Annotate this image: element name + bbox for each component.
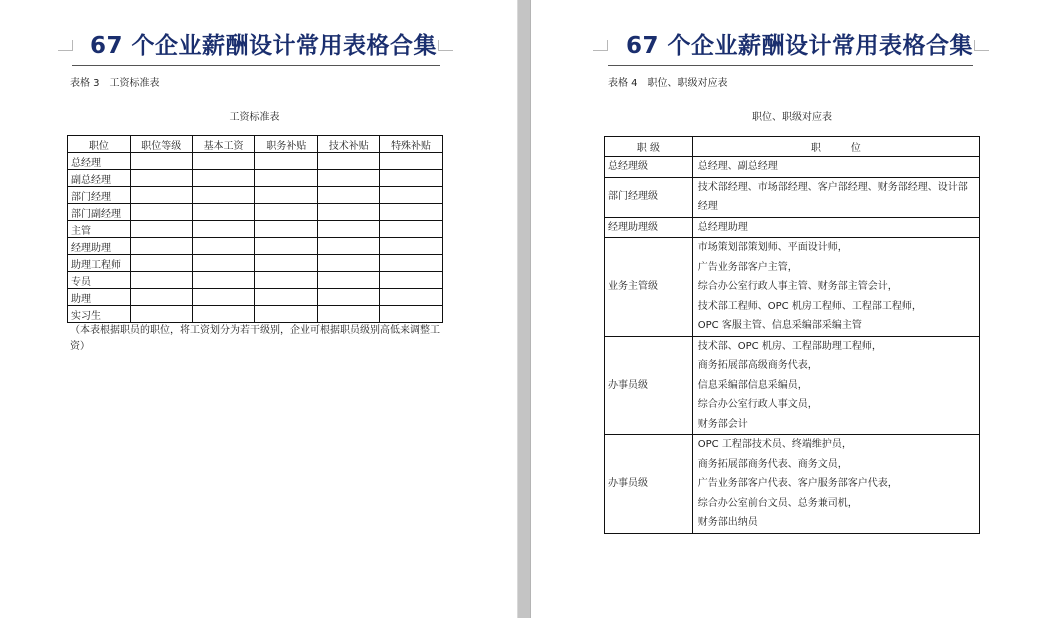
corner-mark-right <box>438 40 453 51</box>
table-cell <box>380 187 443 204</box>
table-cell <box>318 289 380 306</box>
position-cell: 实习生 <box>68 306 131 323</box>
column-header: 基本工资 <box>192 136 255 153</box>
salary-standard-table <box>67 135 443 323</box>
column-header: 职 级 <box>605 137 693 157</box>
table-cell <box>255 255 318 272</box>
table-cell <box>130 187 192 204</box>
table-row <box>68 221 443 238</box>
table-cell <box>380 170 443 187</box>
positions-cell <box>692 217 979 238</box>
position-cell: 总经理 <box>68 153 131 170</box>
table-row <box>68 238 443 255</box>
document-page-right <box>531 0 1040 618</box>
table-row <box>605 177 980 217</box>
position-line: OPC 工程部技术员、终端维护员， <box>697 439 852 450</box>
level-cell: 业务主管级 <box>605 238 693 337</box>
table-caption: 表格 3 工资标准表 <box>70 78 160 89</box>
table-row <box>68 255 443 272</box>
header-rule <box>608 65 973 66</box>
table-cell <box>255 238 318 255</box>
table-cell <box>255 272 318 289</box>
positions-cell <box>692 238 979 337</box>
position-line: 技术部工程师、OPC 机房工程师、工程部工程师， <box>697 300 922 312</box>
position-cell: 部门经理 <box>68 187 131 204</box>
table-row <box>605 238 980 337</box>
corner-mark-left <box>593 40 608 51</box>
table-cell <box>130 238 192 255</box>
table-note: （本表根据职员的职位，将工资划分为若干级别，企业可根据职员级别高低来调整工资） <box>70 325 440 352</box>
table-cell <box>380 153 443 170</box>
table-title: 工资标准表 <box>229 112 280 123</box>
table-header-row <box>605 137 980 157</box>
position-cell: 经理助理 <box>68 238 131 255</box>
table-cell <box>192 221 255 238</box>
table-cell <box>380 289 443 306</box>
document-page-left <box>0 0 519 618</box>
table-cell <box>380 204 443 221</box>
position-line: 总经理助理 <box>697 221 748 233</box>
position-line: 广告业务部客户主管， <box>697 261 798 273</box>
table-cell <box>192 238 255 255</box>
position-cell: 专员 <box>68 272 131 289</box>
table-cell <box>380 238 443 255</box>
table-cell <box>130 221 192 238</box>
table-cell <box>130 306 192 323</box>
corner-mark-right <box>974 40 989 51</box>
position-line: 技术部经理、市场部经理、客户部经理、财务部经理、设计部经理 <box>697 181 968 212</box>
table-cell <box>318 255 380 272</box>
position-line: 总经理、副总经理 <box>697 161 778 172</box>
column-header: 职位等级 <box>130 136 192 153</box>
table-cell <box>318 272 380 289</box>
table-cell <box>192 153 255 170</box>
table-cell <box>318 221 380 238</box>
table-cell <box>192 306 255 323</box>
table-cell <box>192 272 255 289</box>
table-cell <box>192 204 255 221</box>
positions-cell <box>692 157 979 178</box>
position-line: 技术部、OPC 机房、工程部助理工程师， <box>697 340 882 352</box>
table-cell <box>130 272 192 289</box>
table-cell <box>255 221 318 238</box>
table-cell <box>130 204 192 221</box>
position-cell: 助理工程师 <box>68 255 131 272</box>
table-cell <box>380 255 443 272</box>
table-row <box>68 289 443 306</box>
table-row <box>68 306 443 323</box>
table-cell <box>130 255 192 272</box>
positions-cell <box>692 336 979 435</box>
corner-mark-left <box>58 40 73 51</box>
table-cell <box>192 255 255 272</box>
position-line: 市场策划部策划师、平面设计师， <box>697 242 848 253</box>
column-header: 职务补贴 <box>255 136 318 153</box>
level-cell: 办事员级 <box>605 336 693 435</box>
table-header-row <box>68 136 443 153</box>
table-row <box>605 217 980 238</box>
page-title: 67 个企业薪酬设计常用表格合集 <box>90 33 438 59</box>
column-header: 职位 <box>68 136 131 153</box>
table-row <box>68 204 443 221</box>
position-cell: 主管 <box>68 221 131 238</box>
position-cell: 部门副经理 <box>68 204 131 221</box>
table-cell <box>318 170 380 187</box>
table-cell <box>255 170 318 187</box>
table-title: 职位、职级对应表 <box>752 112 832 123</box>
position-line: 广告业务部客户代表、客户服务部客户代表， <box>697 478 898 489</box>
position-line: 综合办公室行政人事文员， <box>697 399 818 410</box>
position-line: 商务拓展部高级商务代表， <box>697 360 818 371</box>
position-line: OPC 客服主管、信息采编部采编主管 <box>697 320 862 331</box>
page-title: 67 个企业薪酬设计常用表格合集 <box>626 33 974 59</box>
table-row <box>68 170 443 187</box>
table-cell <box>255 289 318 306</box>
table-row <box>605 435 980 534</box>
table-cell <box>380 272 443 289</box>
level-cell: 办事员级 <box>605 435 693 534</box>
page-gap-divider <box>517 0 531 618</box>
table-cell <box>318 204 380 221</box>
table-row <box>68 153 443 170</box>
position-line: 信息采编部信息采编员， <box>697 379 808 391</box>
positions-cell <box>692 177 979 217</box>
table-cell <box>130 153 192 170</box>
table-cell <box>380 306 443 323</box>
table-cell <box>255 153 318 170</box>
table-cell <box>255 306 318 323</box>
table-cell <box>318 306 380 323</box>
position-line: 综合办公室前台文员、总务兼司机， <box>697 497 858 509</box>
position-line: 财务部会计 <box>697 418 748 430</box>
column-header: 特殊补贴 <box>380 136 443 153</box>
position-cell: 助理 <box>68 289 131 306</box>
level-cell: 总经理级 <box>605 157 693 178</box>
table-cell <box>192 170 255 187</box>
table-cell <box>192 187 255 204</box>
table-caption: 表格 4 职位、职级对应表 <box>608 78 728 89</box>
header-rule <box>72 65 440 66</box>
level-cell: 部门经理级 <box>605 177 693 217</box>
table-cell <box>255 204 318 221</box>
table-cell <box>192 289 255 306</box>
table-cell <box>130 289 192 306</box>
table-cell <box>255 187 318 204</box>
table-cell <box>318 238 380 255</box>
table-row <box>605 157 980 178</box>
level-cell: 经理助理级 <box>605 217 693 238</box>
position-cell: 副总经理 <box>68 170 131 187</box>
column-header: 职 位 <box>692 137 979 157</box>
table-cell <box>380 221 443 238</box>
position-level-table <box>604 136 980 534</box>
table-row <box>68 272 443 289</box>
table-cell <box>318 153 380 170</box>
position-line: 综合办公室行政人事主管、财务部主管会计， <box>697 281 898 292</box>
position-line: 商务拓展部商务代表、商务文员， <box>697 458 848 470</box>
table-row <box>605 336 980 435</box>
table-row <box>68 187 443 204</box>
position-line: 财务部出纳员 <box>697 517 758 528</box>
table-cell <box>130 170 192 187</box>
column-header: 技术补贴 <box>318 136 380 153</box>
positions-cell <box>692 435 979 534</box>
table-cell <box>318 187 380 204</box>
